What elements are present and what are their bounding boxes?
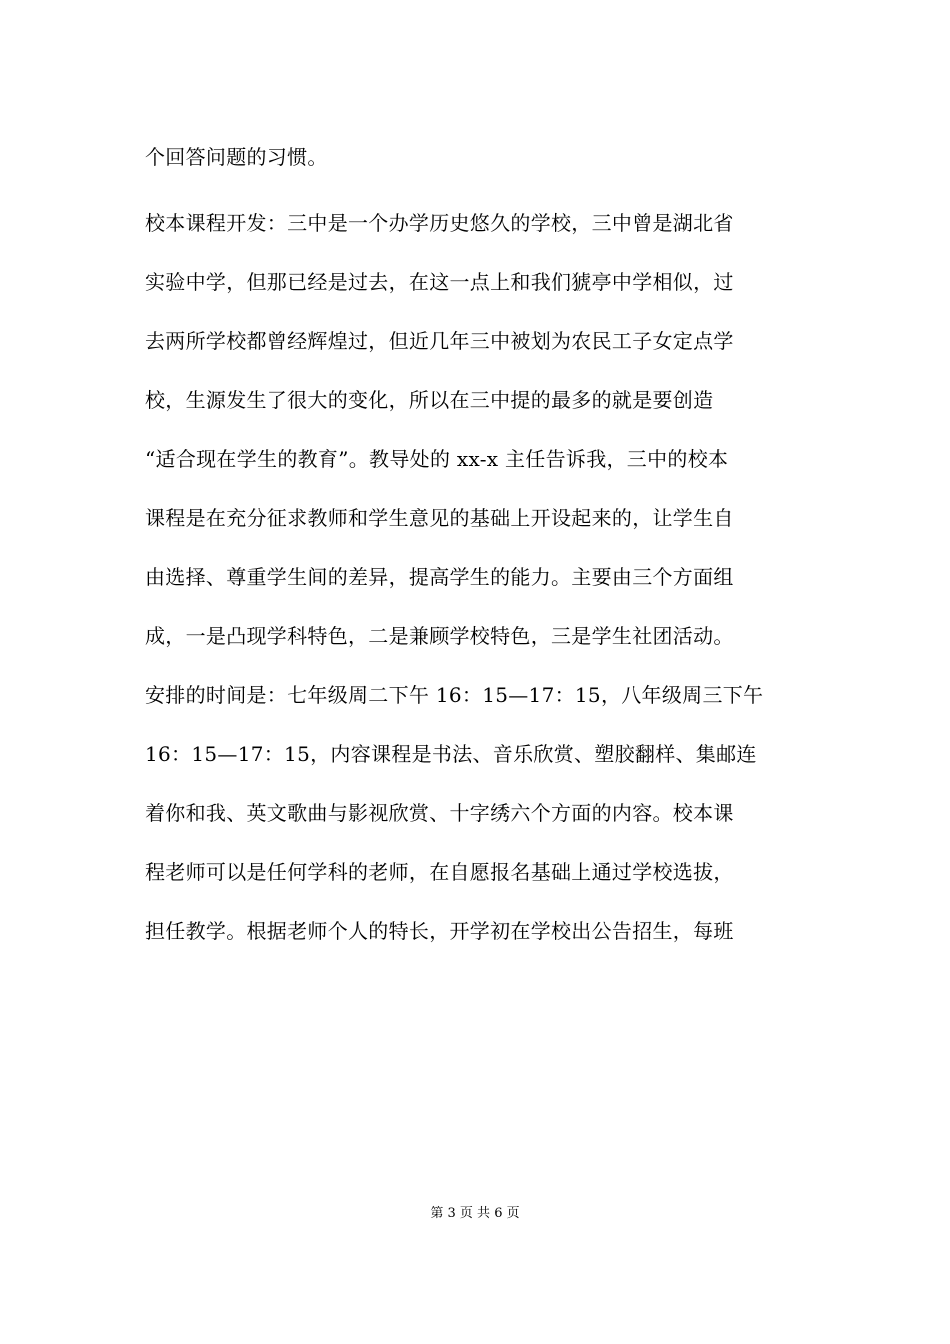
text-line: 个回答问题的习惯。 <box>145 145 328 169</box>
text-line: 校，生源发生了很大的变化，所以在三中提的最多的就是要创造 <box>145 388 714 412</box>
text-line: 由选择、尊重学生间的差异，提高学生的能力。主要由三个方面组 <box>145 565 734 589</box>
text-line: 课程是在充分征求教师和学生意见的基础上开设起来的，让学生自 <box>145 506 734 530</box>
body-text <box>145 128 810 961</box>
text-line: 实验中学，但那已经是过去，在这一点上和我们猇亭中学相似，过 <box>145 270 734 294</box>
text-line: 16：15—17：15，内容课程是书法、音乐欣赏、塑胶翻样、集邮连 <box>145 742 757 766</box>
text-line: 担任教学。根据老师个人的特长，开学初在学校出公告招生，每班 <box>145 919 734 943</box>
text-line: 着你和我、英文歌曲与影视欣赏、十字绣六个方面的内容。校本课 <box>145 801 734 825</box>
paragraph-gap <box>145 187 810 194</box>
text-line: “适合现在学生的教育”。教导处的 xx-x 主任告诉我，三中的校本 <box>145 447 729 471</box>
page-number-footer: 第 3 页 共 6 页 <box>430 1206 520 1221</box>
text-line: 程老师可以是任何学科的老师，在自愿报名基础上通过学校选拔， <box>145 860 734 884</box>
text-line: 成，一是凸现学科特色，二是兼顾学校特色，三是学生社团活动。 <box>145 624 734 648</box>
text-line: 安排的时间是：七年级周二下午 16：15—17：15，八年级周三下午 <box>145 683 764 707</box>
text-line: 校本课程开发：三中是一个办学历史悠久的学校，三中曾是湖北省 <box>145 211 734 235</box>
text-line: 去两所学校都曾经辉煌过，但近几年三中被划为农民工子女定点学 <box>145 329 734 353</box>
